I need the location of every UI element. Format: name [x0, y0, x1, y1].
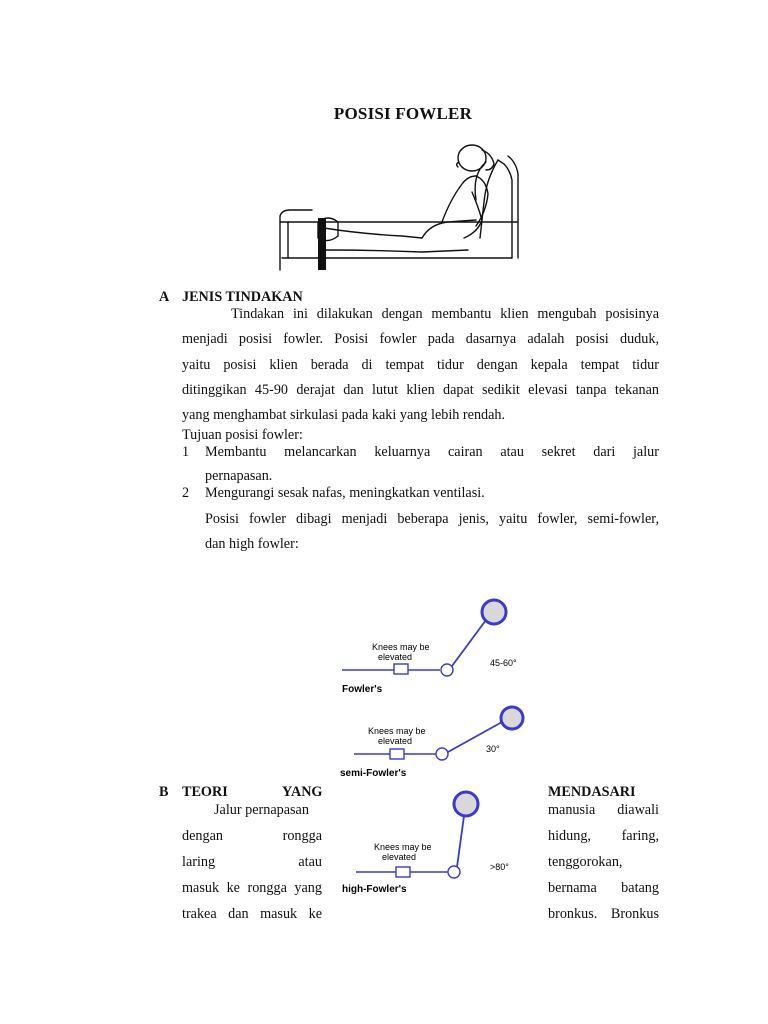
fowler-diagram — [336, 594, 536, 696]
section-a-line-1: Tindakan ini dilakukan dengan membantu klien mengubah posisinya — [231, 306, 659, 322]
semi-fowler-head-marker — [501, 707, 523, 729]
fowler-patient-illustration — [272, 140, 524, 274]
section-b-right-line-4: bernama batang — [548, 880, 659, 896]
fowler-knees-label-2: elevated — [378, 652, 413, 662]
goals-label: Tujuan posisi fowler: — [182, 427, 303, 443]
high-fowler-head-marker — [454, 792, 478, 816]
semi-fowler-hip-marker — [436, 748, 448, 760]
high-fowler-hip-marker — [448, 866, 460, 878]
goal-1-line-1: Membantu melancarkan keluarnya cairan atau sekret dari jalur — [205, 444, 659, 460]
high-fowler-knees-label-2: elevated — [382, 852, 417, 862]
section-a-line-4: ditinggikan 45-90 derajat dan lutut klien dapat sedikit elevasi tanpa tekanan — [182, 382, 659, 398]
fowler-caption: Fowler's — [342, 684, 383, 695]
fowler-knees-label-1: Knees may be — [372, 642, 430, 652]
section-a-heading: JENIS TINDAKAN — [182, 289, 303, 305]
section-b-letter: B — [159, 784, 169, 800]
high-fowler-knee-marker — [396, 867, 410, 877]
types-line-1: Posisi fowler dibagi menjadi beberapa jenis, yaitu fowler, semi-fowler, — [205, 511, 659, 527]
fowler-angle-label: 45-60° — [490, 658, 517, 668]
semi-fowler-knee-marker — [390, 749, 404, 759]
section-b-heading-left-1: TEORI — [182, 784, 228, 800]
goal-2-line-1: Mengurangi sesak nafas, meningkatkan ventilasi. — [205, 485, 485, 501]
goal-1-line-2: pernapasan. — [205, 468, 273, 484]
section-a-line-2: menjadi posisi fowler. Posisi fowler pada dasarnya adalah posisi duduk, — [182, 331, 659, 347]
types-line-2: dan high fowler: — [205, 536, 299, 552]
section-b-left-line-5: trakea dan masuk ke — [182, 906, 322, 922]
high-fowler-angle-label: >80° — [490, 862, 509, 872]
goal-1-number: 1 — [182, 444, 190, 460]
section-b-right-line-1: manusia diawali — [548, 802, 659, 818]
section-b-left-line-1: Jalur pernapasan — [214, 802, 309, 818]
high-fowler-caption: high-Fowler's — [342, 884, 407, 895]
section-b-left-line-3: laring atau — [182, 854, 322, 870]
goal-2-number: 2 — [182, 485, 190, 501]
semi-fowler-caption: semi-Fowler's — [340, 768, 407, 779]
section-b-right-line-2: hidung, faring, — [548, 828, 659, 844]
page-title: POSISI FOWLER — [333, 104, 473, 123]
section-b-left-line-4: masuk ke rongga yang — [182, 880, 322, 896]
section-a-letter: A — [159, 289, 170, 305]
high-fowler-diagram — [336, 786, 536, 898]
section-a-line-3: yaitu posisi klien berada di tempat tidur dengan kepala tempat tidur — [182, 357, 659, 373]
fowler-head-marker — [482, 600, 506, 624]
section-a-line-5: yang menghambat sirkulasi pada kaki yang lebih rendah. — [182, 407, 506, 423]
high-fowler-backrest-line — [457, 816, 464, 867]
fowler-hip-marker — [441, 664, 453, 676]
semi-fowler-diagram — [336, 700, 536, 782]
fowler-knee-marker — [394, 664, 408, 674]
fowler-backrest-line — [452, 620, 486, 666]
section-b-heading-left-2: YANG — [282, 784, 323, 800]
semi-fowler-knees-label-2: elevated — [378, 736, 413, 746]
section-b-left-line-2: dengan rongga — [182, 828, 322, 844]
semi-fowler-knees-label-1: Knees may be — [368, 726, 426, 736]
semi-fowler-angle-label: 30° — [486, 744, 500, 754]
section-b-heading-right: MENDASARI — [548, 784, 636, 800]
section-b-right-line-5: bronkus. Bronkus — [548, 906, 659, 922]
section-b-right-line-3: tenggorokan, — [548, 854, 623, 870]
high-fowler-knees-label-1: Knees may be — [374, 842, 432, 852]
